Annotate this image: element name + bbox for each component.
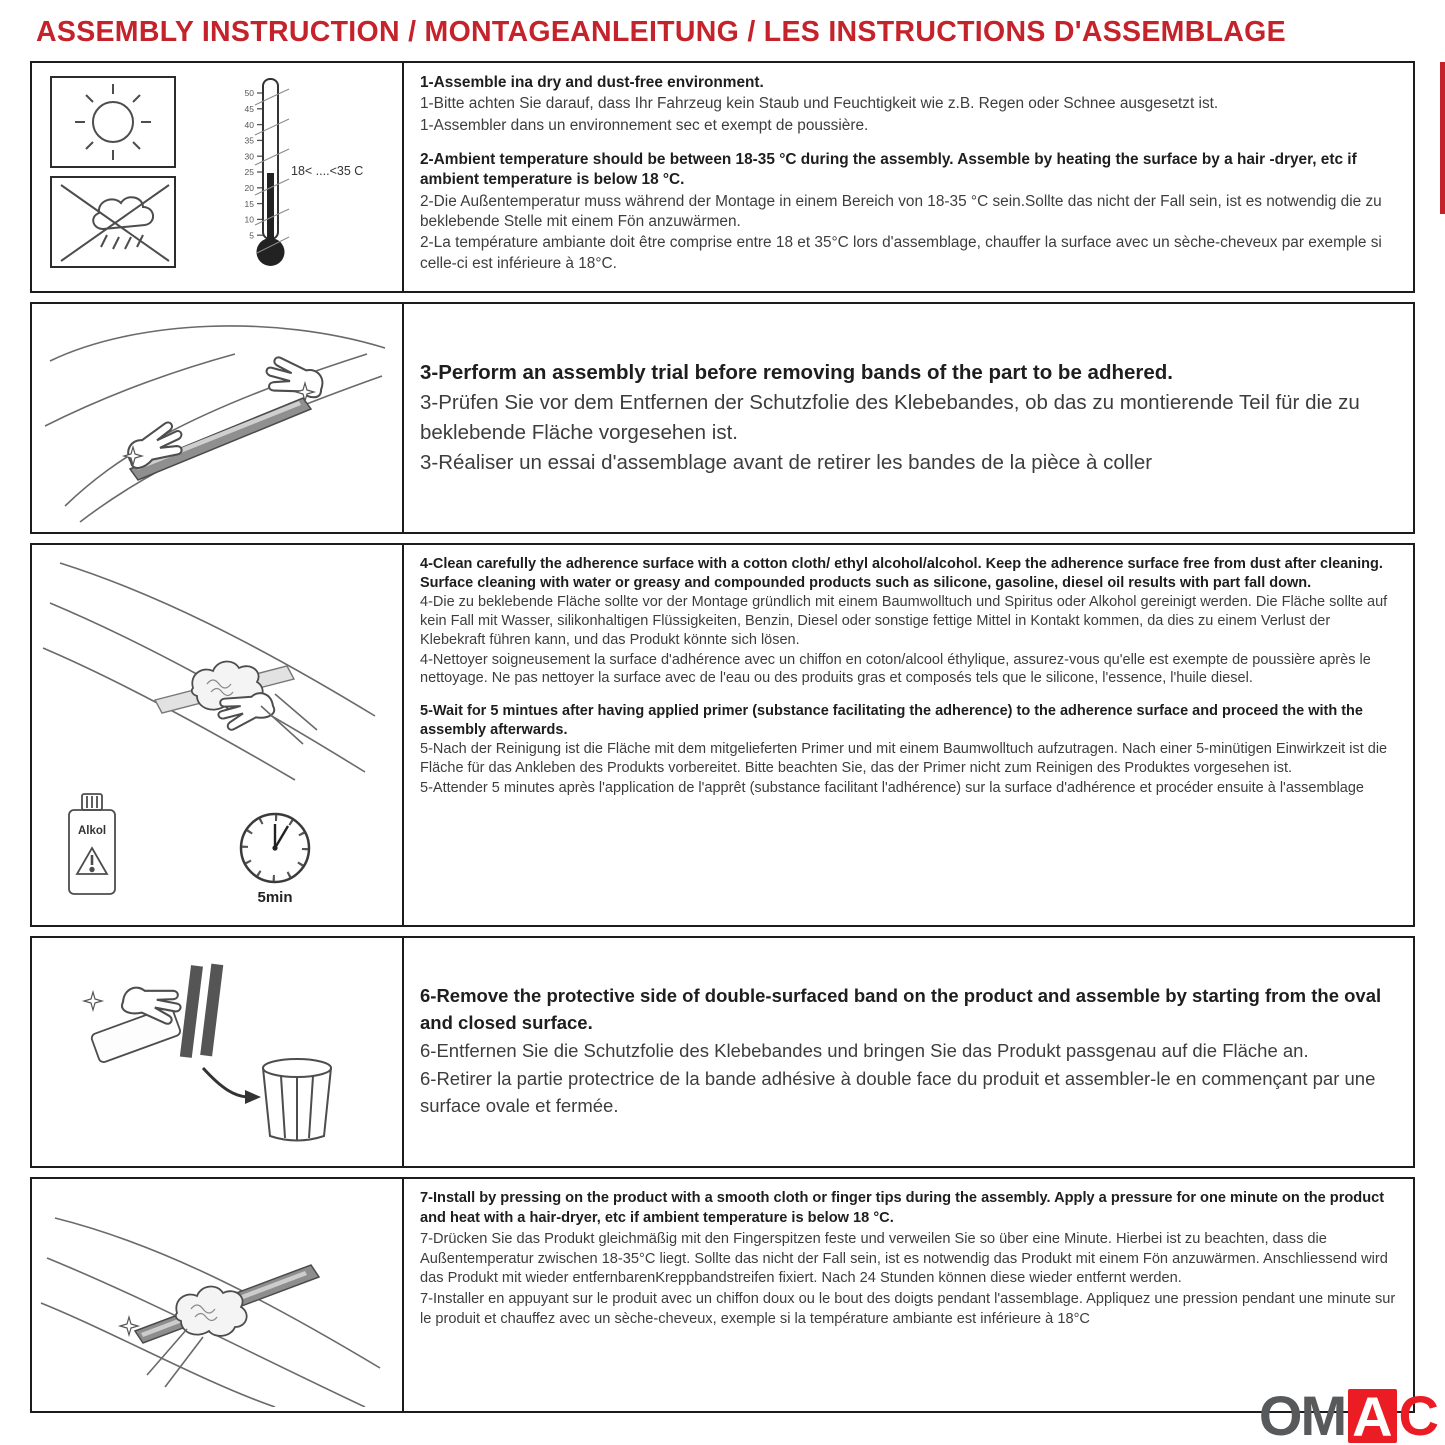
- clock-label: 5min: [257, 889, 293, 906]
- instruction-paragraph: 4-Clean carefully the adherence surface with a cotton cloth/ ethyl alcohol/alcohol. Keep the adherence surface free from dust after cleaning. Surface cleaning with water or greasy and compounded products such as silicone, gasoline, diesel oil results with part fall down.: [420, 556, 1383, 591]
- instruction-row-1: [30, 61, 1415, 293]
- adhesive-band-strips: [180, 961, 223, 1060]
- instruction-paragraph: 2-Die Außentemperatur muss während der Montage in einem Bereich von 18-35 °C sein.Sollte das nicht der Fall sein, ist es notwendig die zu beklebende Stelle mit einem Fön anzuwärmen.: [420, 192, 1382, 230]
- instruction-paragraph: 4-Nettoyer soigneusement la surface d'adhérence avec un chiffon en coton/alcool éthylique, assurez-vous qu'elle est exempte de poussière après le nettoyage. Ne pas nettoyer la surface avec de l'eau ou des produits gras et composés tels que le silicone, l'essence, l'huile diesel.: [420, 651, 1371, 687]
- instruction-row-3: [30, 543, 1415, 927]
- clock-5min-icon: [241, 814, 309, 906]
- illustration-assembly-trial: [32, 304, 404, 532]
- instruction-paragraph: 4-Die zu beklebende Fläche sollte vor der Montage gründlich mit einem Baumwolltuch und Spiritus oder Alkohol gereinigt werden. Die Fläche sollte auf kein Fall mit Wasser, silikonhaltigen Flüssigkeiten, Benzin, Diesel oder sonstige fettige Mittel in Kontakt kommen, da dies zu einem Verlust der Klebekraft führen kann, und das Produkt könnte sich lösen.: [420, 594, 1388, 648]
- svg-text:15: 15: [244, 198, 254, 209]
- svg-text:5: 5: [249, 230, 254, 241]
- instruction-paragraph: 7-Drücken Sie das Produkt gleichmäßig mit den Fingerspitzen feste und verweilen Sie so über eine Minute. Hierbei ist zu beachten, dass die Außentemperatur zwischen 18-35°C liegt. Sollte das nicht der Fall sein, ist es notwendig das Produkt mit einem Fön anzuwärmen. Anschliessend wird das Produkt mit wieder entfernbarenKreppbandstreifen fixiert. Nach 24 Stunden können diese wieder entfernt werden.: [420, 1230, 1388, 1287]
- svg-text:30: 30: [244, 151, 254, 162]
- omac-logo: [1258, 1384, 1439, 1445]
- svg-text:10: 10: [244, 214, 254, 225]
- svg-text:20: 20: [244, 183, 254, 193]
- remove-band-illustration: [35, 940, 399, 1164]
- instruction-paragraph: 3-Réaliser un essai d'assemblage avant de retirer les bandes de la pièce à coller: [420, 450, 1153, 474]
- press-install-illustration: [35, 1183, 399, 1407]
- instruction-text-1: [404, 63, 1413, 291]
- instruction-row-4: [30, 936, 1415, 1168]
- discard-arrow-icon: [203, 1068, 261, 1104]
- instruction-paragraph: 1-Assemble ina dry and dust-free environment.: [420, 74, 764, 91]
- alcohol-bottle-icon: [69, 794, 115, 894]
- illustration-remove-band: [32, 938, 404, 1166]
- instruction-paragraph: 7-Installer en appuyant sur le produit avec un chiffon doux ou le bout des doigts pendant l'assemblage. Appliquez une pression pendant une minute sur le produit et chauffez avec un sèche-cheveux, exemple si la température ambiante est inférieure à 18°C: [420, 1291, 1396, 1328]
- logo-letter-o: O: [1258, 1384, 1301, 1445]
- svg-text:45: 45: [244, 104, 254, 114]
- instruction-paragraph: 2-Ambient temperature should be between 18-35 °C during the assembly. Assemble by heating the surface by a hair -dryer, etc if ambient temperature is below 18 °C.: [420, 150, 1357, 189]
- door-sill-sketch: [45, 326, 385, 522]
- svg-text:40: 40: [244, 119, 254, 130]
- sparkle-icon: [84, 992, 102, 1010]
- thermometer-scale: [245, 88, 264, 240]
- no-rain-icon: [51, 177, 175, 267]
- illustration-clean-surface: [32, 545, 404, 925]
- assembly-trial-illustration: [35, 306, 399, 530]
- svg-text:25: 25: [244, 167, 254, 178]
- bottle-label: Alkol: [77, 825, 107, 837]
- instruction-paragraph: 7-Install by pressing on the product with a smooth cloth or finger tips during the assembly. Apply a pressure for one minute on the product and heat with a hair-dryer, etc if ambient temperature is below 18 °C.: [420, 1190, 1385, 1226]
- instruction-paragraph: 3-Prüfen Sie vor dem Entfernen der Schutzfolie des Klebebandes, ob das zu montierende Teil für die zu beklebende Fläche vorgesehen ist.: [420, 391, 1360, 444]
- instruction-paragraph: 5-Nach der Reinigung ist die Fläche mit dem mitgelieferten Primer und mit einem Baumwolltuch aufzutragen. Nach einer 5-minütigen Einwirkzeit ist die Fläche für das Ankleben des Produkts vorbereitet. Bitte beachten Sie, das der Primer nicht zum Reinigen des Produktes vorgesehen ist.: [420, 741, 1388, 777]
- instruction-text-2: [404, 304, 1413, 532]
- sun-icon: [51, 77, 175, 167]
- svg-text:35: 35: [244, 135, 254, 146]
- right-hand-icon: [263, 355, 326, 400]
- instruction-paragraph: 1-Bitte achten Sie darauf, dass Ihr Fahrzeug kein Staub und Feuchtigkeit wie z.B. Regen oder Schnee ausgesetzt ist.: [420, 95, 1219, 113]
- instruction-paragraph: 2-La température ambiante doit être comprise entre 18 et 35°C lors d'assemblage, chauffer la surface avec un sèche-cheveux par exemple si celle-ci est inférieure à 18°C.: [420, 234, 1382, 272]
- instruction-row-5: [30, 1177, 1415, 1413]
- logo-letter-m: M: [1300, 1384, 1346, 1445]
- illustration-environment-temperature: [32, 63, 404, 291]
- instruction-text-5: [404, 1179, 1413, 1411]
- clean-surface-illustration: [35, 548, 399, 922]
- svg-text:50: 50: [244, 88, 254, 99]
- instruction-text-4: [404, 938, 1413, 1166]
- logo-letter-a: A: [1348, 1389, 1396, 1443]
- instruction-paragraph: 5-Wait for 5 mintues after having applied primer (substance facilitating the adherence) to the adherence surface and proceed the with the assembly afterwards.: [420, 702, 1363, 738]
- illustration-press-install: [32, 1179, 404, 1411]
- instruction-paragraph: 6-Retirer la partie protectrice de la bande adhésive à double face du produit et assembler-le en commençant par une surface ovale et fermée.: [420, 1067, 1376, 1116]
- instruction-paragraph: 5-Attender 5 minutes après l'application de l'apprêt (substance facilitant l'adhérence) sur la surface d'adhérence et procéder ensuite à l'assemblage: [420, 779, 1365, 796]
- instruction-row-2: [30, 302, 1415, 534]
- instruction-paragraph: 6-Entfernen Sie die Schutzfolie des Klebebandes und bringen Sie das Produkt passgenau auf die Fläche an.: [420, 1040, 1309, 1062]
- instruction-text-3: [404, 545, 1413, 925]
- instruction-paragraph: 3-Perform an assembly trial before removing bands of the part to be adhered.: [420, 361, 1173, 385]
- logo-letter-c: C: [1398, 1384, 1439, 1445]
- red-edge-decoration: [1440, 62, 1445, 214]
- page-title: ASSEMBLY INSTRUCTION / MONTAGEANLEITUNG / LES INSTRUCTIONS D'ASSEMBLAGE: [36, 16, 1286, 48]
- instruction-paragraph: 1-Assembler dans un environnement sec et exempt de poussière.: [420, 116, 869, 134]
- environment-temperature-illustration: [35, 65, 399, 289]
- instruction-paragraph: 6-Remove the protective side of double-surfaced band on the product and assemble by starting from the oval and closed surface.: [420, 985, 1382, 1034]
- temperature-range-label: 18< ....<35 C: [291, 164, 364, 178]
- thermometer-icon: [245, 79, 364, 266]
- trash-can-icon: [263, 1059, 331, 1141]
